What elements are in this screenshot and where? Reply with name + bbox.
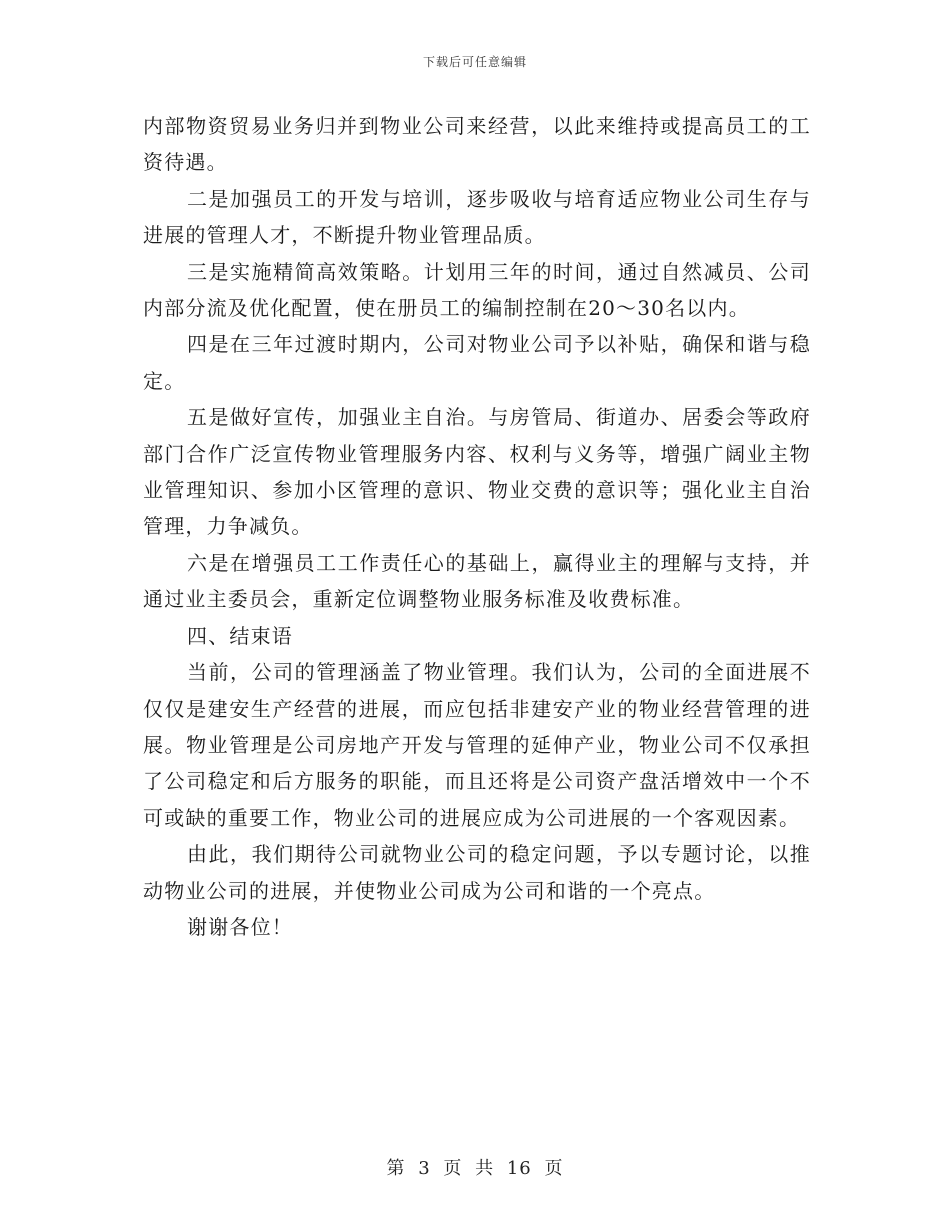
paragraph-8: 当前，公司的管理涵盖了物业管理。我们认为，公司的全面进展不仅仅是建安生产经营的进展，而应包括非建安产业的物业经营管理的进展。物业管理是公司房地产开发与管理的延伸产业，物业公司不仅承担了公司稳定和后方服务的职能，而且还将是公司资产盘活增效中一个不可或缺的重要工作，物业公司的进展应成为公司进展的一个客观因素。 <box>143 660 811 830</box>
closing-thanks: 谢谢各位！ <box>187 914 293 939</box>
section-heading-conclusion: 四、结束语 <box>187 623 293 648</box>
document-body <box>143 108 811 945</box>
paragraph-4: 四是在三年过渡时期内，公司对物业公司予以补贴，确保和谐与稳定。 <box>143 332 811 393</box>
paragraph-3: 三是实施精简高效策略。计划用三年的时间，通过自然减员、公司内部分流及优化配置，使在册员工的编制控制在20～30名以内。 <box>143 259 811 321</box>
paragraph-1: 内部物资贸易业务归并到物业公司来经营，以此来维持或提高员工的工资待遇。 <box>143 114 811 175</box>
page-number-footer: 第 3 页 共 16 页 <box>386 1158 564 1179</box>
paragraph-6: 六是在增强员工工作责任心的基础上，赢得业主的理解与支持，并通过业主委员会，重新定位调整物业服务标准及收费标准。 <box>143 550 811 612</box>
paragraph-9: 由此，我们期待公司就物业公司的稳定问题，予以专题讨论，以推动物业公司的进展，并使物业公司成为公司和谐的一个亮点。 <box>143 842 811 903</box>
paragraph-2: 二是加强员工的开发与培训，逐步吸收与培育适应物业公司生存与进展的管理人才，不断提升物业管理品质。 <box>143 186 811 248</box>
page-header-note: 下载后可任意编辑 <box>422 55 527 69</box>
paragraph-5: 五是做好宣传，加强业主自治。与房管局、街道办、居委会等政府部门合作广泛宣传物业管理服务内容、权利与义务等，增强广阔业主物业管理知识、参加小区管理的意识、物业交费的意识等；强化业主自治管理，力争减负。 <box>143 405 811 539</box>
